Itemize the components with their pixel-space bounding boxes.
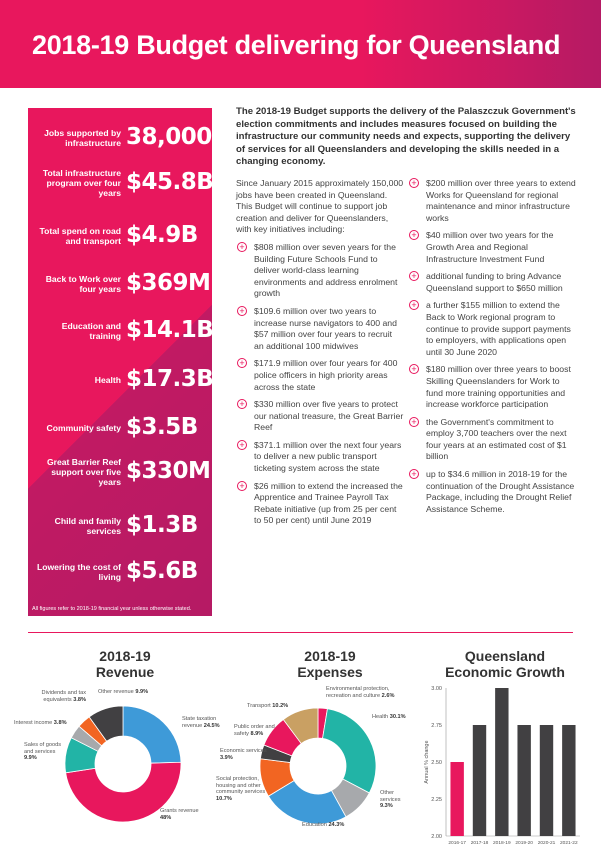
stat-label: Total infrastructure program over four years: [42, 168, 121, 198]
slice-value: 9.3%: [380, 803, 393, 809]
plus-circle-icon: +: [409, 469, 419, 479]
slice-name: Transport: [247, 703, 273, 709]
plus-circle-icon: +: [409, 230, 419, 240]
plus-circle-icon: +: [237, 358, 247, 368]
slice-value: 24.3%: [328, 822, 345, 828]
y-tick-label: 2.50: [431, 760, 442, 766]
stat-value: $330M: [126, 458, 211, 484]
pie-label: [160, 808, 208, 821]
stat-label: Jobs supported by infrastructure: [44, 128, 121, 148]
initiative-text: $180 million over three years to boost Skilling Queenslanders for Work to fund more training opportunities and increase workforce participation: [426, 364, 571, 410]
pie-label: [247, 703, 303, 710]
stat-value: $4.9B: [126, 222, 198, 248]
stat-label: Community safety: [46, 423, 121, 433]
initiative-item: [408, 230, 576, 265]
slice-value: 9.9%: [24, 755, 37, 761]
initiative-item: [236, 399, 404, 434]
initiative-item: [236, 242, 404, 300]
plus-circle-icon: +: [409, 300, 419, 310]
slice-name: Other services: [380, 790, 401, 803]
slice-value: 3.8%: [73, 696, 86, 703]
x-tick-label: 2020-21: [537, 841, 556, 846]
stat-value: $5.6B: [126, 558, 198, 584]
stat-value: 38,000: [126, 124, 212, 150]
stat-value: $45.8B: [126, 169, 214, 195]
stat-label: Health: [94, 375, 121, 385]
stat-row: [28, 218, 212, 260]
y-tick-label: 2.25: [431, 797, 442, 803]
stat-row: [28, 508, 212, 550]
initiative-item: [408, 364, 576, 410]
pie-label: [182, 716, 230, 729]
y-axis-label: Annual % change: [424, 740, 430, 784]
stat-row: [28, 120, 212, 162]
slice-name: Economic services: [220, 748, 267, 754]
plus-circle-icon: +: [237, 399, 247, 409]
initiative-item: [408, 271, 576, 294]
initiative-item: [408, 469, 576, 515]
pie-label: [372, 714, 412, 721]
x-tick-label: 2021-22: [560, 841, 578, 846]
stat-value: $369M: [126, 270, 211, 296]
pie-label: [216, 776, 274, 802]
bar: [495, 688, 508, 836]
initiative-item: [236, 481, 404, 527]
stat-value: $14.1B: [126, 317, 214, 343]
pie-label: [98, 689, 158, 696]
plus-circle-icon: +: [237, 440, 247, 450]
initiative-text: $371.1 million over the next four years to deliver a new public transport ticketing system across the state: [254, 439, 402, 474]
slice-name: Interest income: [14, 720, 54, 726]
stat-row: [28, 410, 212, 452]
intro-paragraph: The 2018-19 Budget supports the delivery of the Palaszczuk Government's election commitments and includes measures focused on building the infrastructure our community needs and expects, supporting the delivery of services for all Queenslanders and developing the skills needed in a changing economy.: [236, 106, 576, 168]
growth-bar-chart: [420, 676, 590, 846]
plus-circle-icon: +: [237, 481, 247, 491]
slice-name: Education: [302, 822, 329, 828]
plus-circle-icon: +: [409, 271, 419, 281]
stat-label: Education and training: [61, 321, 121, 341]
x-tick-label: 2019-20: [515, 841, 533, 846]
slice-value: 30.1%: [389, 714, 406, 720]
pie-slice: [123, 706, 181, 763]
stat-label: Great Barrier Reef support over five years: [46, 457, 121, 487]
slice-name: Other revenue: [98, 689, 136, 695]
pie-label: [14, 720, 74, 727]
pie-label: [380, 790, 410, 810]
plus-circle-icon: +: [409, 417, 419, 427]
initiatives-right-column: [408, 178, 576, 521]
stat-row: [28, 362, 212, 404]
stats-footnote: All figures refer to 2018-19 financial year unless otherwise stated.: [32, 606, 192, 612]
revenue-chart-title: 2018-19 Revenue: [95, 648, 155, 680]
initiative-item: [408, 417, 576, 463]
stat-value: $17.3B: [126, 366, 214, 392]
initiatives-left-column: [236, 178, 404, 533]
plus-circle-icon: +: [409, 364, 419, 374]
initiative-text: $808 million over seven years for the Building Future Schools Fund to deliver world-class learning environments and address enrolment growth: [254, 241, 398, 299]
slice-value: 3.8%: [53, 720, 67, 726]
initiative-text: up to $34.6 million in 2018-19 for the continuation of the Drought Assistance Package, including the Drought Relief Assistance Scheme.: [426, 469, 575, 514]
lead-paragraph: Since January 2015 approximately 150,000 jobs have been created in Queensland. This Budget will continue to support job creation and deliver for Queenslanders, with key initiatives including:: [236, 178, 404, 235]
slice-value: 10.7%: [216, 795, 232, 802]
section-divider: [28, 632, 573, 633]
growth-chart-title: Queensland Economic Growth: [445, 648, 565, 680]
stat-row: [28, 266, 212, 308]
initiative-text: a further $155 million to extend the Back to Work regional program to continue to provide support payments to employers, with applications open until 30 June 2020: [426, 300, 571, 357]
x-tick-label: 2017-18: [470, 841, 489, 846]
bar: [517, 725, 530, 836]
initiative-text: $200 million over three years to extend Works for Queensland for regional maintenance and minor infrastructure works: [426, 178, 576, 223]
initiative-item: [408, 300, 576, 358]
key-figures-panel: [28, 108, 212, 616]
stat-row: [28, 554, 212, 596]
initiative-text: $40 million over two years for the Growth Area and Regional Infrastructure Investment Fund: [426, 230, 554, 264]
bar: [450, 762, 463, 836]
slice-name: Health: [372, 714, 390, 720]
pie-label: [234, 724, 278, 737]
slice-name: Public order and safety: [234, 724, 275, 737]
slice-name: State taxation revenue: [182, 716, 217, 729]
pie-label: [326, 686, 396, 699]
expenses-pie-chart: [222, 676, 412, 846]
pie-label: [302, 822, 362, 829]
bar: [540, 725, 553, 836]
initiative-item: [236, 306, 404, 352]
stat-label: Back to Work over four years: [45, 274, 121, 294]
slice-name: Dividends and tax equivalents: [41, 690, 86, 703]
slice-value: 8.9%: [250, 730, 264, 737]
y-tick-label: 2.75: [431, 723, 442, 729]
pie-label: [36, 690, 86, 703]
stat-row: [28, 454, 212, 496]
initiative-item: [236, 358, 404, 393]
slice-name: Social protection, housing and other community services: [216, 776, 266, 795]
plus-circle-icon: +: [409, 178, 419, 188]
slice-value: 48%: [160, 814, 172, 821]
slice-value: 10.2%: [272, 703, 289, 709]
y-tick-label: 2.00: [431, 834, 442, 840]
initiative-item: [236, 440, 404, 475]
initiative-item: [408, 178, 576, 224]
expenses-chart-title: 2018-19 Expenses: [297, 648, 363, 680]
y-tick-label: 3.00: [431, 686, 442, 692]
initiative-text: $171.9 million over four years for 400 police officers in high priority areas across the state: [254, 358, 398, 392]
initiative-text: $330 million over five years to protect our national treasure, the Great Barrier Reef: [254, 399, 404, 433]
pie-label: [220, 748, 270, 761]
bar: [473, 725, 486, 836]
slice-name: Grants revenue: [160, 808, 199, 814]
stat-row: [28, 313, 212, 355]
stat-row: [28, 165, 212, 207]
slice-value: 3.9%: [220, 754, 233, 761]
slice-value: 24.5%: [203, 722, 220, 729]
slice-value: 2.6%: [381, 692, 395, 699]
initiative-text: $109.6 million over two years to increase nurse navigators to 400 and $57 million over four years to recruit an additional 100 midwives: [254, 305, 397, 351]
plus-circle-icon: +: [237, 242, 247, 252]
initiative-text: the Government's commitment to employ 3,700 teachers over the next four years at an estimated cost of $1 billion: [426, 416, 567, 462]
slice-value: 9.9%: [135, 689, 149, 695]
plus-circle-icon: +: [237, 306, 247, 316]
x-tick-label: 2016-17: [448, 841, 466, 846]
stat-value: $3.5B: [126, 414, 198, 440]
stat-label: Lowering the cost of living: [36, 562, 121, 582]
initiative-text: additional funding to bring Advance Queensland support to $650 million: [426, 271, 563, 293]
pie-label: [24, 742, 64, 762]
x-tick-label: 2018-19: [493, 841, 511, 846]
stat-label: Total spend on road and transport: [39, 226, 121, 246]
pie-slice: [323, 709, 376, 793]
initiative-text: $26 million to extend the increased the Apprentice and Trainee Payroll Tax Rebate initiative (up from 25 per cent to 50 per cent) until June 2019: [254, 480, 403, 526]
bar: [562, 725, 575, 836]
stat-label: Child and family services: [54, 516, 121, 536]
slice-name: Environmental protection, recreation and culture: [326, 686, 390, 699]
slice-name: Sales of goods and services: [24, 742, 62, 755]
title-banner: [0, 0, 601, 88]
page-title: 2018-19 Budget delivering for Queensland: [32, 30, 561, 60]
stat-value: $1.3B: [126, 512, 198, 538]
